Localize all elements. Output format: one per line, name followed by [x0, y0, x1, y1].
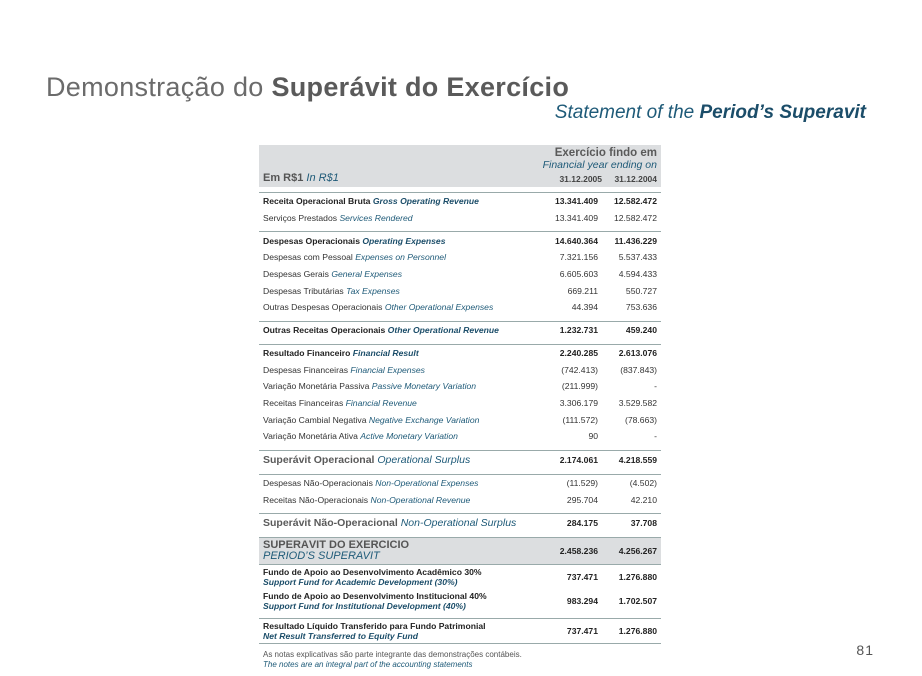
notes-pt: As notas explicativas são parte integrante das demonstrações contábeis. [263, 650, 522, 659]
table-row: Variação Monetária Ativa Active Monetary Variation 90 - [263, 431, 657, 442]
table-row: Despesas Tributárias Tax Expenses 669.211 550.727 [263, 285, 657, 296]
table-row: Outras Receitas Operacionais Other Operational Revenue 1.232.731 459.240 [259, 321, 661, 339]
subtitle-light: Statement of the [554, 102, 695, 123]
table-row: SUPERÁVIT DO EXERCÍCIO PERIOD’S SUPERAVIT 2.458.236 4.256.267 [259, 537, 661, 564]
table-row: Serviços Prestados Services Rendered 13.341.409 12.582.472 [263, 213, 657, 224]
page-title [46, 72, 569, 103]
table-row: Despesas Financeiras Financial Expenses (742.413) (837.843) [263, 364, 657, 375]
header-en: Financial year ending on [542, 159, 657, 171]
table-row: Receita Operacional Bruta Gross Operating Revenue 13.341.409 12.582.472 [259, 192, 661, 210]
column-2004: 31.12.2004 [614, 174, 657, 184]
page-subtitle [555, 102, 866, 124]
table-row: Receitas Não-Operacionais Non-Operational Revenue 295.704 42.210 [263, 494, 657, 505]
table-row: Despesas com Pessoal Expenses on Personnel 7.321.156 5.537.433 [263, 252, 657, 263]
table-row: Variação Monetária Passiva Passive Monetary Variation (211.999) - [263, 381, 657, 392]
table-row: Despesas Não-Operacionais Non-Operational Expenses (11.529) (4.502) [259, 474, 661, 492]
page-number: 81 [856, 642, 874, 658]
table-row: Superávit Não-Operacional Non-Operational Surplus 284.175 37.708 [259, 513, 661, 532]
table-row: Outras Despesas Operacionais Other Operational Expenses 44.394 753.636 [263, 302, 657, 313]
table-row: Despesas Operacionais Operating Expenses 14.640.364 11.436.229 [259, 231, 661, 249]
header-pt: Exercício findo em [554, 147, 657, 159]
title-bold: Superávit do Exercício [271, 72, 570, 102]
table-row: Fundo de Apoio ao Desenvolvimento Institucional 40% Support Fund for Institutional Development (40%) 983.294 1.702.507 [263, 591, 657, 611]
notes [259, 643, 661, 670]
table-row: Superávit Operacional Operational Surplus 2.174.061 4.218.559 [259, 450, 661, 469]
notes-en: The notes are an integral part of the accounting statements [263, 660, 473, 669]
unit-label [263, 172, 339, 184]
unit-pt: Em R$1 [263, 172, 304, 184]
column-2005: 31.12.2005 [559, 174, 602, 184]
table-header [259, 145, 661, 187]
unit-en: In R$1 [306, 172, 339, 184]
superavit-statement-table [259, 145, 661, 670]
table-row: Resultado Líquido Transferido para Fundo Patrimonial Net Result Transferred to Equity Fund 737.471 1.276.880 [259, 618, 661, 643]
table-row: Despesas Gerais General Expenses 6.605.603 4.594.433 [263, 269, 657, 280]
table-row: Receitas Financeiras Financial Revenue 3.306.179 3.529.582 [263, 397, 657, 408]
title-light: Demonstração do [46, 72, 264, 102]
table-row: Fundo de Apoio ao Desenvolvimento Acadêmico 30% Support Fund for Academic Development (30%) 737.471 1.276.880 [259, 564, 661, 589]
table-row: Resultado Financeiro Financial Result 2.240.285 2.613.076 [259, 344, 661, 362]
table-row: Variação Cambial Negativa Negative Exchange Variation (111.572) (78.663) [263, 414, 657, 425]
subtitle-bold: Period’s Superavit [699, 102, 866, 123]
